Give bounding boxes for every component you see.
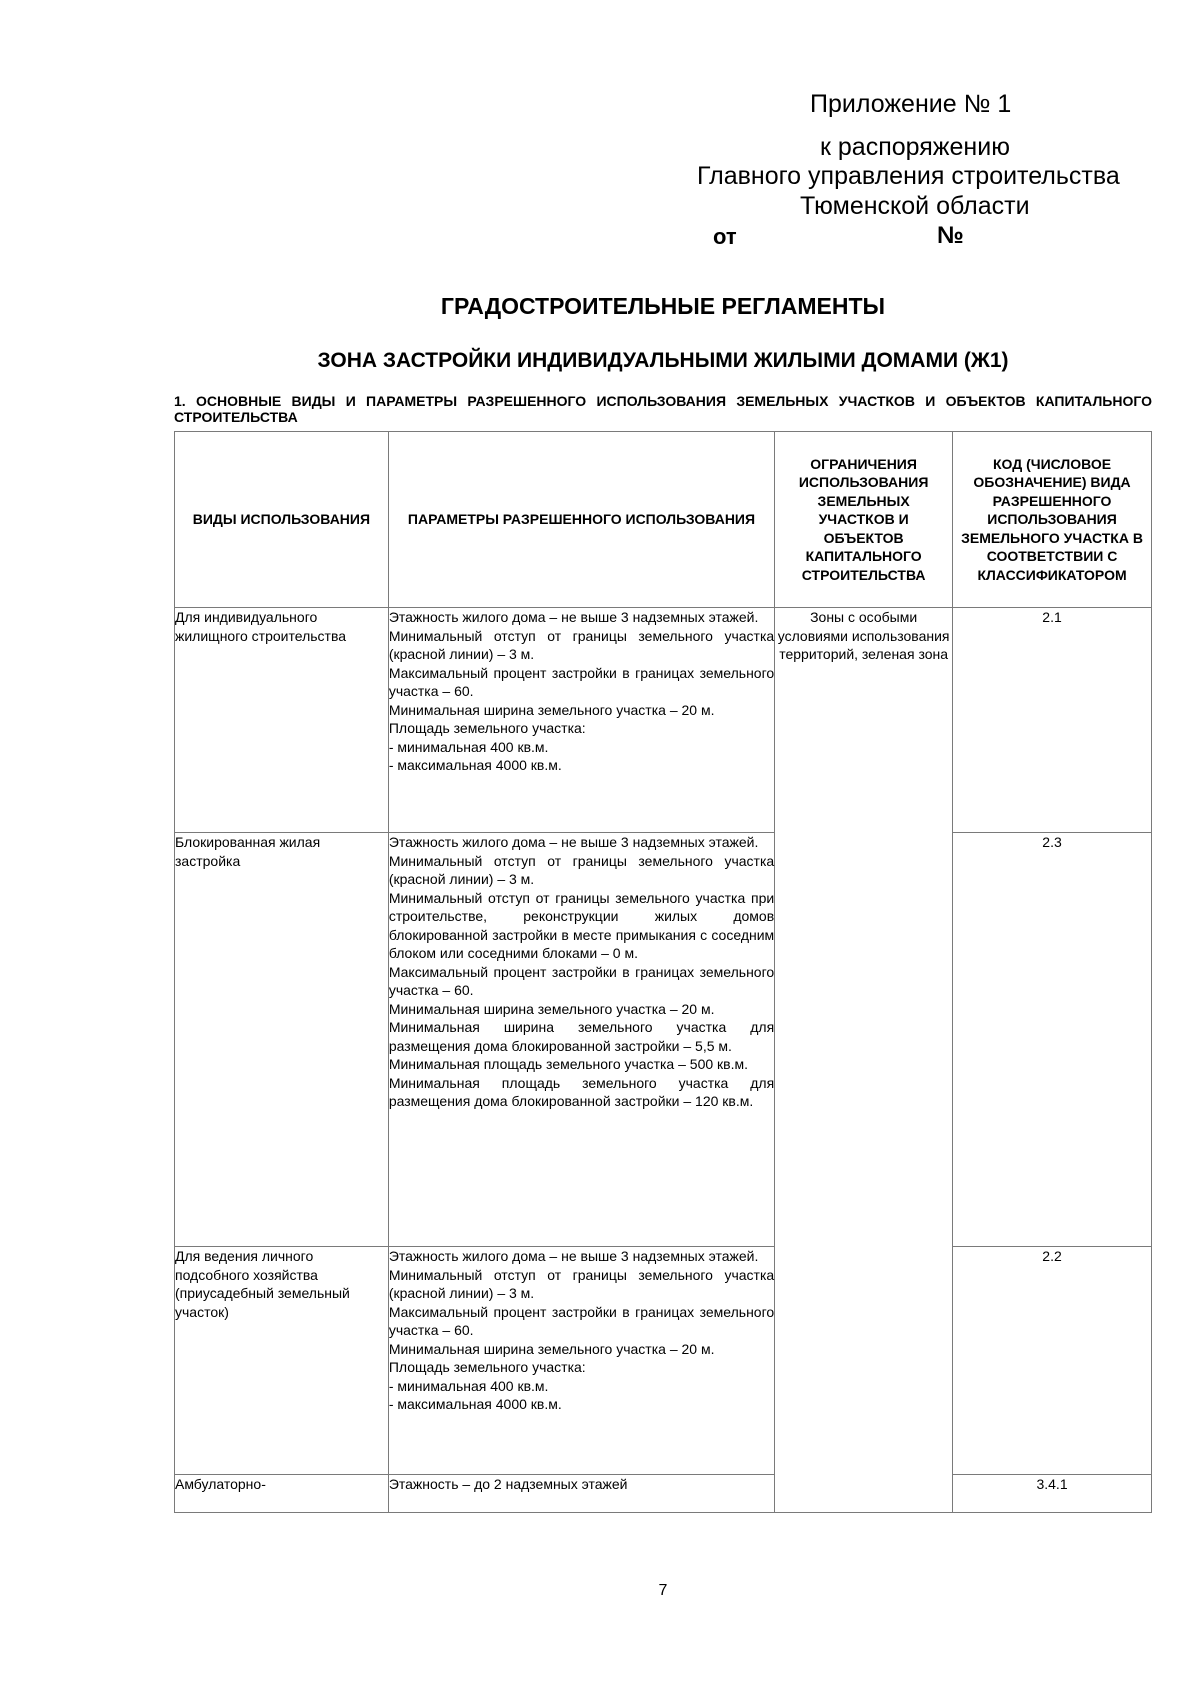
param-line: Минимальный отступ от границы земельного участка при строительстве, реконструкции жилых домов блокированной застройки в месте примыкания с соседним блоком или соседними блоками – 0 м. bbox=[388, 889, 775, 961]
param-line: Минимальная ширина земельного участка – 20 м. bbox=[388, 701, 715, 718]
param-line: Этажность жилого дома – не выше 3 надземных этажей. bbox=[388, 834, 759, 850]
appendix-date-label: от bbox=[713, 224, 737, 249]
code-cell: 3.4.1 bbox=[953, 1475, 1152, 1513]
section-title: 1. ОСНОВНЫЕ ВИДЫ И ПАРАМЕТРЫ РАЗРЕШЕННОГО ИСПОЛЬЗОВАНИЯ ЗЕМЕЛЬНЫХ УЧАСТКОВ И ОБЪЕКТОВ КАПИТАЛЬНОГО СТРОИТЕЛЬСТВА bbox=[174, 393, 1152, 425]
table-row bbox=[175, 608, 1152, 833]
param-line: Минимальная площадь земельного участка для размещения дома блокированной застройки – 120 кв.м. bbox=[388, 1074, 775, 1109]
table-header-row bbox=[175, 432, 1152, 608]
param-line: Минимальный отступ от границы земельного участка (красной линии) – 3 м. bbox=[388, 1266, 775, 1301]
code-cell: 2.2 bbox=[953, 1247, 1152, 1475]
param-line: Максимальный процент застройки в границах земельного участка – 60. bbox=[388, 963, 775, 998]
table-row bbox=[175, 833, 1152, 1247]
param-line: Площадь земельного участка: bbox=[388, 720, 586, 736]
param-line: Минимальный отступ от границы земельного участка (красной линии) – 3 м. bbox=[388, 852, 775, 887]
param-line: Минимальная ширина земельного участка – 20 м. bbox=[388, 1000, 715, 1017]
page-number: 7 bbox=[658, 1582, 668, 1599]
param-line: Минимальная ширина земельного участка для размещения дома блокированной застройки – 5,5 м. bbox=[388, 1019, 775, 1054]
header-code: КОД (ЧИСЛОВОЕ ОБОЗНАЧЕНИЕ) ВИДА РАЗРЕШЕННОГО ИСПОЛЬЗОВАНИЯ ЗЕМЕЛЬНОГО УЧАСТКА В СООТВЕТСТВИИ С КЛАССИФИКАТОРОМ bbox=[953, 432, 1152, 608]
document-title: ГРАДОСТРОИТЕЛЬНЫЕ РЕГЛАМЕНТЫ bbox=[440, 293, 886, 319]
param-line: Этажность жилого дома – не выше 3 надземных этажей. bbox=[388, 1248, 759, 1264]
params-cell bbox=[388, 1475, 774, 1513]
param-line: - максимальная 4000 кв.м. bbox=[388, 757, 562, 773]
param-line: Минимальная ширина земельного участка – 20 м. bbox=[388, 1340, 715, 1357]
appendix-region-line: Тюменской области bbox=[800, 192, 1030, 220]
params-cell bbox=[388, 833, 774, 1247]
param-line: Максимальный процент застройки в границах земельного участка – 60. bbox=[388, 1303, 775, 1338]
param-line: - минимальная 400 кв.м. bbox=[388, 1377, 549, 1394]
use-type-cell: Для индивидуального жилищного строительства bbox=[175, 608, 389, 833]
params-cell bbox=[388, 1247, 774, 1475]
param-line: Этажность – до 2 надземных этажей bbox=[388, 1476, 628, 1492]
appendix-number-label: № bbox=[937, 222, 964, 249]
param-line: Минимальный отступ от границы земельного участка (красной линии) – 3 м. bbox=[388, 627, 775, 662]
zone-title: ЗОНА ЗАСТРОЙКИ ИНДИВИДУАЛЬНЫМИ ЖИЛЫМИ ДОМАМИ (Ж1) bbox=[317, 349, 1009, 372]
appendix-order-line: к распоряжению bbox=[820, 133, 1010, 161]
code-cell: 2.1 bbox=[953, 608, 1152, 833]
param-line: Максимальный процент застройки в границах земельного участка – 60. bbox=[388, 664, 775, 699]
restrictions-cell: Зоны с особыми условиями использования территорий, зеленая зона bbox=[775, 608, 953, 1513]
param-line: - минимальная 400 кв.м. bbox=[388, 738, 549, 755]
header-use-type: ВИДЫ ИСПОЛЬЗОВАНИЯ bbox=[175, 432, 389, 608]
use-type-cell: Блокированная жилая застройка bbox=[175, 833, 389, 1247]
table-row bbox=[175, 1247, 1152, 1475]
use-type-cell: Амбулаторно- bbox=[175, 1475, 389, 1513]
header-restrictions: ОГРАНИЧЕНИЯ ИСПОЛЬЗОВАНИЯ ЗЕМЕЛЬНЫХ УЧАСТКОВ И ОБЪЕКТОВ КАПИТАЛЬНОГО СТРОИТЕЛЬСТВА bbox=[775, 432, 953, 608]
header-params: ПАРАМЕТРЫ РАЗРЕШЕННОГО ИСПОЛЬЗОВАНИЯ bbox=[388, 432, 774, 608]
params-cell bbox=[388, 608, 774, 833]
regulations-table bbox=[174, 431, 1152, 1513]
param-line: Площадь земельного участка: bbox=[388, 1359, 586, 1375]
appendix-number: Приложение № 1 bbox=[810, 90, 1012, 118]
param-line: Этажность жилого дома – не выше 3 надземных этажей. bbox=[388, 609, 759, 625]
param-line: - максимальная 4000 кв.м. bbox=[388, 1396, 562, 1412]
appendix-authority-line: Главного управления строительства bbox=[697, 162, 1120, 190]
use-type-cell: Для ведения личного подсобного хозяйства (приусадебный земельный участок) bbox=[175, 1247, 389, 1475]
param-line: Минимальная площадь земельного участка – 500 кв.м. bbox=[388, 1056, 748, 1072]
table-row bbox=[175, 1475, 1152, 1513]
code-cell: 2.3 bbox=[953, 833, 1152, 1247]
